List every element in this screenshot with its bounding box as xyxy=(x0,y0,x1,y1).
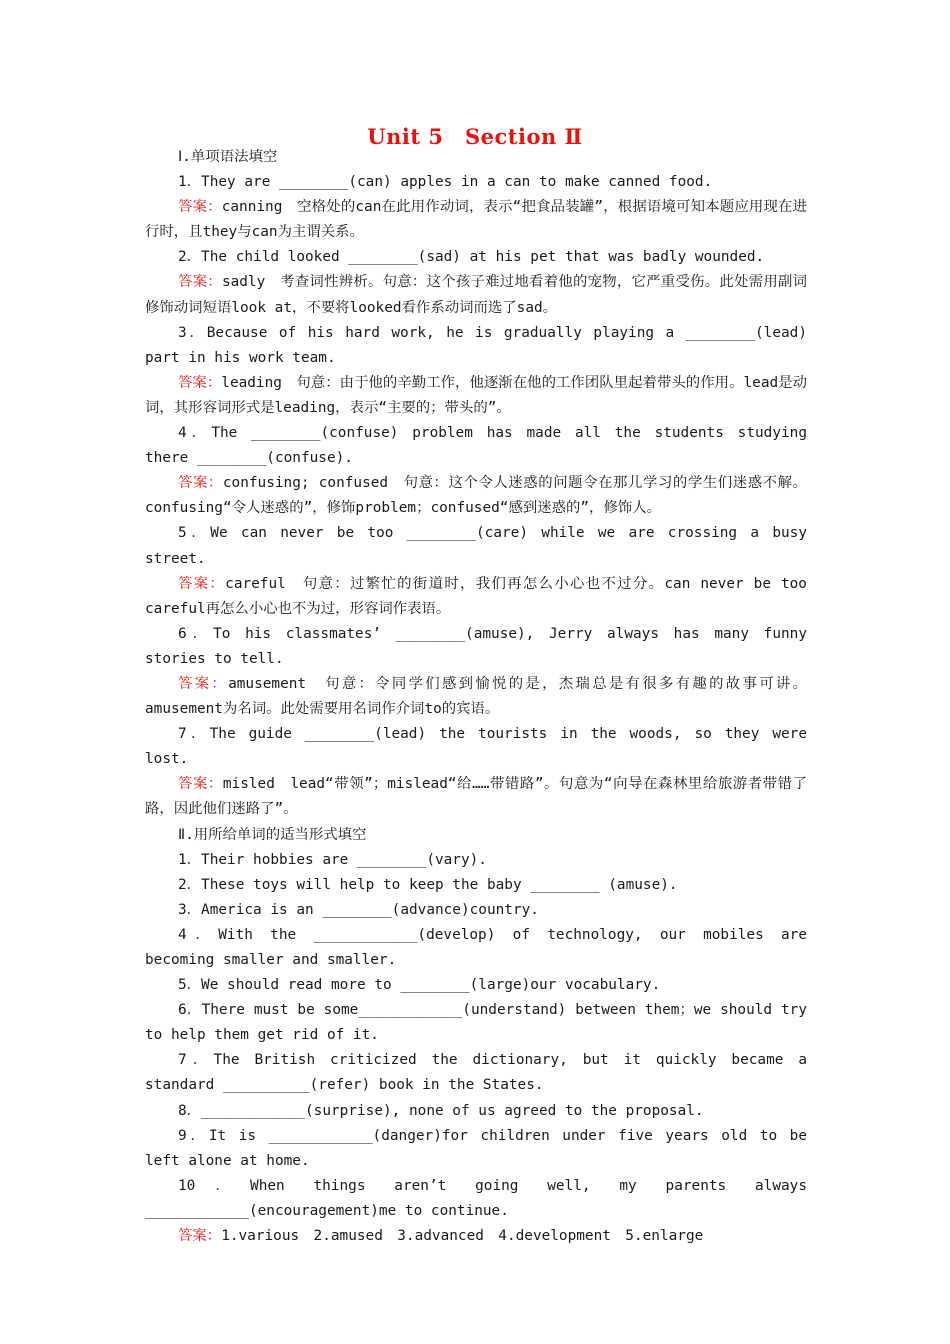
question-item: 7．The British criticized the dictionary, but it quickly became a standard __________(refer) book in the States. xyxy=(145,1052,807,1094)
answer-item xyxy=(145,572,807,622)
question-item: 5．We can never be too ________(care) while we are crossing a busy street. xyxy=(145,525,807,567)
question-item: 1．They are ________(can) apples in a can to make canned food. xyxy=(178,174,713,191)
answer-text: 1.various 2.amused 3.advanced 4.development 5.enlarge xyxy=(221,1228,704,1245)
question-item: 1．Their hobbies are ________(vary). xyxy=(178,851,487,868)
answer-label: 答案： xyxy=(178,675,229,692)
answer-label: 答案： xyxy=(178,274,222,291)
answer-item xyxy=(145,195,807,245)
answer-label: 答案： xyxy=(178,374,222,391)
answer-text: misled lead“带领”；mislead“给……带错路”。句意为“向导在森林里给旅游者带错了路，因此他们迷路了”。 xyxy=(145,776,807,818)
question-item: 2．The child looked ________(sad) at his pet that was badly wounded. xyxy=(178,249,765,266)
question-item: 6．There must be some____________(understand) between them；we should try to help them get rid of it. xyxy=(145,1002,807,1044)
answer-item xyxy=(145,672,807,722)
answer-label: 答案： xyxy=(178,776,223,793)
answer-item xyxy=(145,772,807,822)
answer-item xyxy=(145,270,807,320)
question-item: 5．We should read more to ________(large)our vocabulary. xyxy=(178,977,661,994)
section-heading: Ⅰ.单项语法填空 xyxy=(178,149,278,165)
answer-label: 答案： xyxy=(178,575,226,592)
answer-text: canning 空格处的can在此用作动词，表示“把食品装罐”，根据语境可知本题应用现在进行时，且they与can为主谓关系。 xyxy=(145,199,807,241)
answer-item xyxy=(145,471,807,521)
question-item: 3．America is an ________(advance)country. xyxy=(178,901,539,918)
section-heading: Ⅱ.用所给单词的适当形式填空 xyxy=(178,826,367,843)
answer-label: 答案： xyxy=(178,1228,222,1245)
answer-item xyxy=(145,1224,807,1249)
answer-text: leading 句意：由于他的辛勤工作，他逐渐在他的工作团队里起着带头的作用。lead是动词，其形容词形式是leading，表示“主要的；带头的”。 xyxy=(145,374,807,416)
answer-item xyxy=(145,371,807,421)
document-body xyxy=(145,145,807,1249)
question-item: 6．To his classmates’ ________(amuse), Jerry always has many funny stories to tell. xyxy=(145,625,807,667)
question-item: 8．____________(surprise), none of us agreed to the proposal. xyxy=(178,1102,704,1119)
question-item: 4．With the ____________(develop) of technology, our mobiles are becoming smaller and smaller. xyxy=(145,926,807,968)
question-item: 9．It is ____________(danger)for children under five years old to be left alone at home. xyxy=(145,1127,807,1169)
answer-text: careful 句意：过繁忙的街道时，我们再怎么小心也不过分。can never be too careful再怎么小心也不为过，形容词作表语。 xyxy=(145,575,807,617)
answer-label: 答案： xyxy=(178,199,222,216)
answer-text: amusement 句意：令同学们感到愉悦的是，杰瑞总是有很多有趣的故事可讲。amusement为名词。此处需要用名词作介词to的宾语。 xyxy=(145,675,807,718)
question-item: 2．These toys will help to keep the baby ________ (amuse). xyxy=(178,876,678,893)
question-item: 4．The ________(confuse) problem has made all the students studying there ________(confuse). xyxy=(145,425,807,467)
answer-text: sadly 考查词性辨析。句意：这个孩子难过地看着他的宠物，它严重受伤。此处需用副词修饰动词短语look at，不要将looked看作系动词而选了sad。 xyxy=(145,274,807,316)
page-title: Unit 5 Section Ⅱ xyxy=(367,124,583,149)
answer-label: 答案： xyxy=(178,475,223,492)
question-item: 10．When things aren’t going well, my parents always ____________(encouragement)me to continue. xyxy=(145,1177,807,1219)
question-item: 3．Because of his hard work, he is gradually playing a ________(lead) part in his work team. xyxy=(145,324,807,366)
answer-text: confusing; confused 句意：这个令人迷惑的问题令在那儿学习的学生们迷惑不解。confusing“令人迷惑的”，修饰problem；confused“感到迷惑的”，修饰人。 xyxy=(145,475,807,517)
question-item: 7．The guide ________(lead) the tourists in the woods, so they were lost. xyxy=(145,726,807,768)
